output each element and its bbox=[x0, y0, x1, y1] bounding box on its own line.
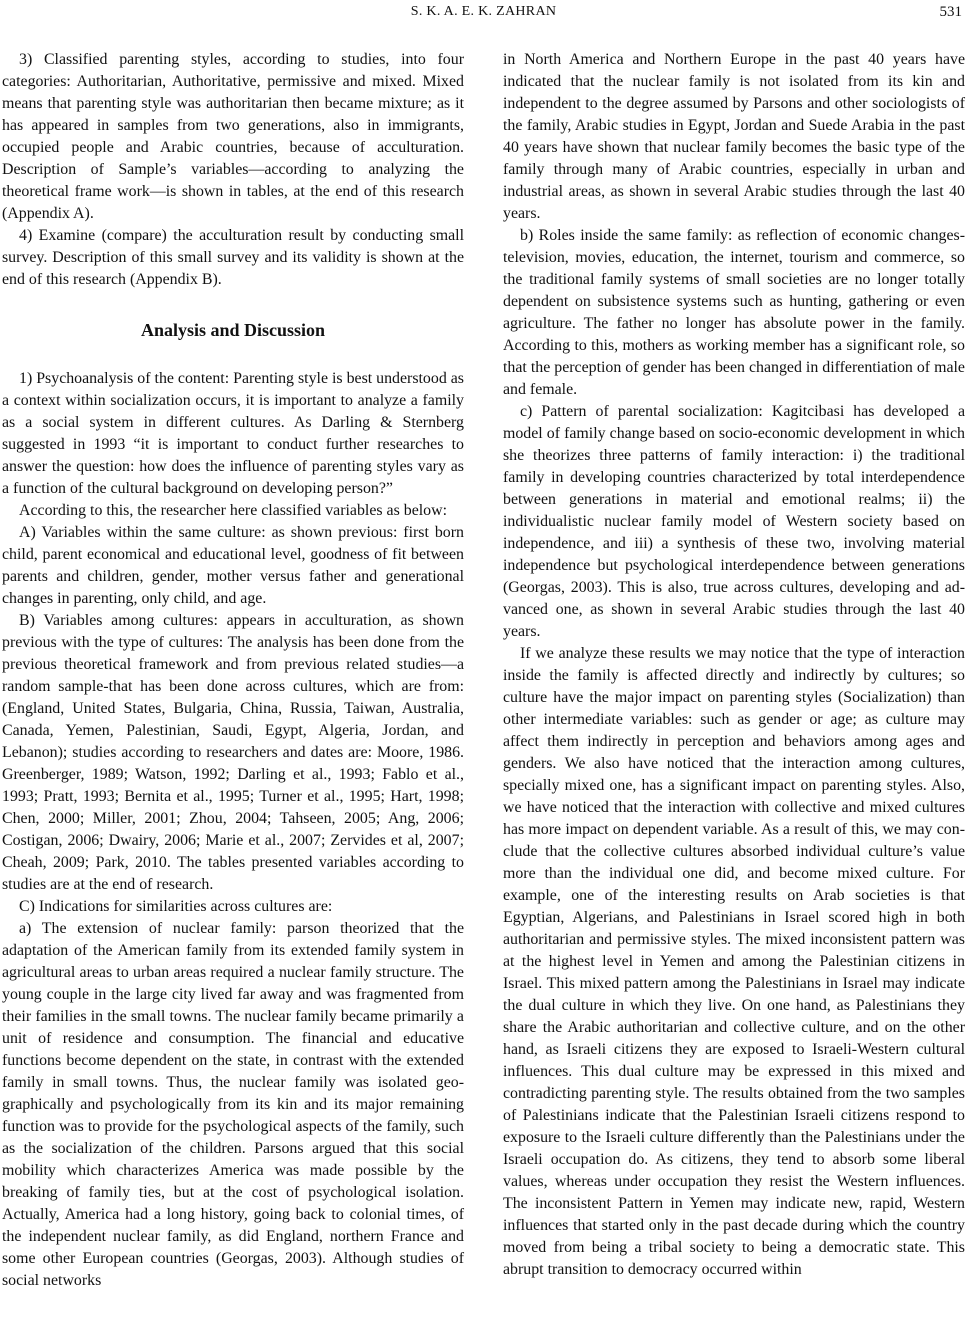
paragraph: a) The extension of nuclear family: parson theorized that the adaptation of the American family from its extended family system in agricultural areas to urban areas required a nuclear family structure. The young couple in the large city lived far away and was fragmented from their families in the small towns. The nuclear family became primarily a unit of residence and consumption. The financial and educative functions become dependent on the state, in contrast with the extended family in small towns. Thus, the nuclear family was isolated geographically and psychologically from its kin and its major remaining function was to provide for the psychological aspects of the family, such as the socialization of the children. Parsons argued that this social mobility which characterizes America was made possible by the breaking of family ties, but at the cost of psychological isolation. Actually, America had a long history, going back to colonial times, of the independent nuclear family, as did England, northern France and some other European countries (Georgas, 2003). Although studies of social networks bbox=[2, 920, 464, 1289]
right-column bbox=[503, 49, 965, 1281]
section-heading: Analysis and Discussion bbox=[140, 320, 326, 340]
paragraph: According to this, the researcher here classified variables as below: bbox=[19, 502, 447, 519]
paragraph: 1) Psychoanalysis of the content: Parenting style is best understood as a context within socialization occurs, it is important to analyze a family as a social system in different cultures. As Darling & Sternberg suggested in 1993 “it is important to conduct further researches to answer the question: how does the influence of parenting styles vary as a function of the cultural background on developing person?” bbox=[2, 370, 464, 497]
paragraph-continued: in North America and Northern Europe in the past 40 years have indicated that the nuclear family is not isolated from its kin and independent to the degree assumed by Parsons and other sociologists of the family, Arabic studies in Egypt, Jordan and Suede Arabia in the past 40 years have shown that nuclear family becomes the basic type of the family through many of Arabic countries, especially in urban and industrial areas, as shown in several Arabic studies through the last 40 years. bbox=[503, 51, 965, 222]
running-head: S. K. A. E. K. ZAHRAN bbox=[410, 4, 557, 19]
paragraph: C) Indications for similarities across cultures are: bbox=[19, 898, 333, 915]
left-column bbox=[2, 49, 464, 1292]
paragraph: B) Variables among cultures: appears in acculturation, as shown previous with the type of cultures: The analysis has been done from the previous theoretical framework and from previous related studies—a random sample-that has been done across cultures, which are from: (England, United States, Bulgaria, China, Russia, Taiwan, Australia, Canada, Yemen, Palestinian, Saudi, Egypt, Algeria, Jordan, and Lebanon); studies according to researchers and dates are: Moore, 1986. Greenberger, 1989; Watson, 1992; Darling et al., 1993; Fablo et al., 1993; Pratt, 1993; Bernita et al., 1995; Turner et al., 1995; Hart, 1998; Chen, 2000; Miller, 2001; Zhou, 2004; Tahseen, 2005; Ang, 2006; Costigan, 2006; Dwairy, 2006; Marie et al., 2007; Zervides et al, 2007; Cheah, 2009; Park, 2010. The tables presented variables according to studies are at the end of research. bbox=[2, 612, 464, 893]
paragraph: If we analyze these results we may notice that the type of interaction inside the family is affected directly and indirectly by cultures; so culture have the major impact on parenting styles (Socialization) than other intermediate variables: such as gender or age; as culture may affect them indirectly in perception and behaviors among ages and genders. We also have noticed that the interaction among cultures, specially mixed one, has a significant impact on parenting styles. Also, we have noticed that the interaction with collective and mixed cultures has more impact on dependent variable. As a result of this, we may conclude that the collective cultures absorbed individual culture’s value more than the individual one did, and become mixed culture. For example, one of the interesting results on Arab societies is that Egyptian, Algerians, and Palestinians in Israel scored high in both authoritarian and permissive styles. The mixed inconsistent pattern was at the highest level in Yemen and among the Palestinian citizens in Israel. This mixed pattern among the Palestinians in Israel may indicate the dual culture in which they live. On one hand, as Palestinians they share the Arabic authoritarian and collective culture, and on the other hand, as Israeli citizens they are exposed to Israeli-Western cultural influences. This dual culture may be expressed in this mixed and contradicting parenting style. The results obtained from the two samples of Palestinians indicate that the Palestinian Israeli citizens respond to exposure to the Israeli culture differently than the Palestinians under the Israeli occupation do. As citizens, they tend to absorb some liberal values, whereas under occupation they resist the Western influences. The inconsistent Pattern in Yemen may indicate new, rapid, Western influences that started only in the past decade during which the country moved from being a tribal society to being a democratic state. This abrupt transition to democracy occurred within bbox=[503, 645, 965, 1278]
paragraph: b) Roles inside the same family: as reflection of economic changes- television, movies, education, the internet, tourism and commerce, so the traditional family systems of small societies are no longer totally dependent on subsistence systems such as hunting, gathering or even agriculture. The father no longer has absolute power in the family. According to this, mothers as working member has a significant role, so that the perception of gender has been changed in differentiation of male and female. bbox=[503, 227, 965, 398]
paragraph: 3) Classified parenting styles, according to studies, into four categories: Authoritarian, Authoritative, permissive and mixed. Mixed means that parenting style was authoritarian then became mixture; as it has appeared in samples from two generations, also in immigrants, occupied people and Arabic countries, because of acculturation. Description of Sample’s variables—according to analyzing the theoretical frame work—is shown in tables, at the end of this research (Appendix A). bbox=[2, 51, 464, 222]
page-header bbox=[0, 0, 967, 30]
paragraph: 4) Examine (compare) the acculturation result by conducting small survey. Description of this small survey and its validity is shown at the end of this research (Appendix B). bbox=[2, 227, 464, 288]
paragraph: A) Variables within the same culture: as shown previous: first born child, parent economical and educational level, goodness of fit between parents and children, gender, mother versus father and generational changes in parenting, only child, and age. bbox=[2, 524, 464, 607]
page-number: 531 bbox=[939, 4, 962, 20]
paragraph: c) Pattern of parental socialization: Kagitcibasi has developed a model of family change based on socio-economic development in which she theorizes three patterns of family interaction: i) the traditional family in developing countries characterized by total interdependence between generations in material and emotional realms; ii) the individualistic nuclear family model of Western society based on independence, and iii) a synthesis of these two, involving material independence but psychological interdependence between generations (Georgas, 2003). This is also, true across cultures, developing and advanced one, as shown in several Arabic studies through the last 40 years. bbox=[503, 403, 965, 640]
